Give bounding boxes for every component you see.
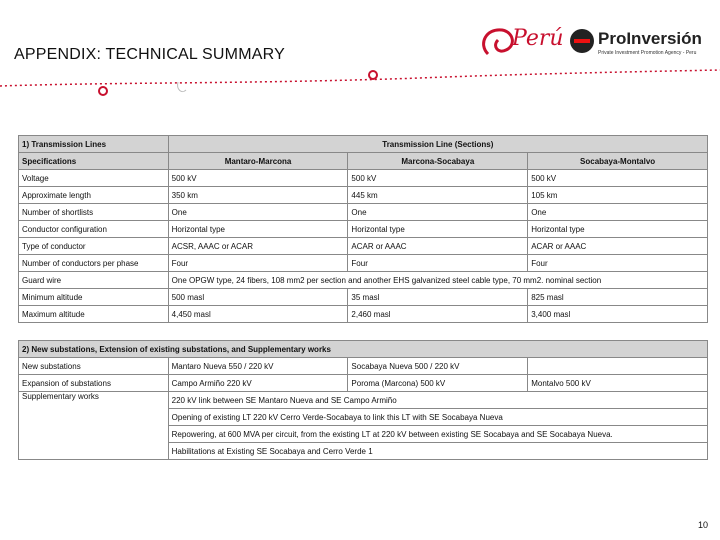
section-header: Marcona-Socabaya — [348, 153, 528, 170]
table-row — [19, 289, 708, 306]
cell: 350 km — [168, 187, 348, 204]
row-label: Guard wire — [19, 272, 169, 289]
cell: Horizontal type — [168, 221, 348, 238]
cell: 500 masl — [168, 289, 348, 306]
cell: ACSR, AAAC or ACAR — [168, 238, 348, 255]
specs-label: Specifications — [19, 153, 169, 170]
row-label: Type of conductor — [19, 238, 169, 255]
cell: One — [528, 204, 708, 221]
page-number: 10 — [697, 520, 708, 530]
cell: Mantaro Nueva 550 / 220 kV — [168, 358, 348, 375]
row-label: Minimum altitude — [19, 289, 169, 306]
cell: One — [168, 204, 348, 221]
row-label: Number of shortlists — [19, 204, 169, 221]
cell: 35 masl — [348, 289, 528, 306]
cell: 2,460 masl — [348, 306, 528, 323]
cell: Four — [348, 255, 528, 272]
supplementary-item: Habilitations at Existing SE Socabaya and Cerro Verde 1 — [168, 443, 707, 460]
section-group-header: Transmission Line (Sections) — [168, 136, 707, 153]
cell: 105 km — [528, 187, 708, 204]
cell: Campo Armiño 220 kV — [168, 375, 348, 392]
row-label: New substations — [19, 358, 169, 375]
proinversion-tagline: Private Investment Promotion Agency - Peru — [598, 50, 697, 56]
cell: 500 kV — [348, 170, 528, 187]
cell: 500 kV — [528, 170, 708, 187]
guard-wire-cell: One OPGW type, 24 fibers, 108 mm2 per section and another EHS galvanized steel cable type, 70 mm2. nominal section — [168, 272, 707, 289]
transmission-lines-table — [18, 135, 708, 323]
table-row — [19, 272, 708, 289]
row-label: Voltage — [19, 170, 169, 187]
row-label: Approximate length — [19, 187, 169, 204]
table-row — [19, 221, 708, 238]
supplementary-item: 220 kV link between SE Mantaro Nueva and SE Campo Armiño — [168, 392, 707, 409]
substations-table — [18, 340, 708, 460]
row-label: Supplementary works — [19, 392, 169, 460]
section-header: Socabaya-Montalvo — [528, 153, 708, 170]
cell — [528, 358, 708, 375]
cell: 500 kV — [168, 170, 348, 187]
supplementary-item: Opening of existing LT 220 kV Cerro Verde-Socabaya to link this LT with SE Socabaya Nueva — [168, 409, 707, 426]
decorative-swirl — [0, 60, 720, 120]
cell: ACAR or AAAC — [528, 238, 708, 255]
table-row — [19, 170, 708, 187]
peru-brand-text: Perú — [512, 26, 564, 51]
cell: Poroma (Marcona) 500 kV — [348, 375, 528, 392]
proinversion-logo-icon — [570, 29, 594, 53]
section-header: Mantaro-Marcona — [168, 153, 348, 170]
section1-heading: 1) Transmission Lines — [19, 136, 169, 153]
cell: 3,400 masl — [528, 306, 708, 323]
row-label: Conductor configuration — [19, 221, 169, 238]
table-row — [19, 358, 708, 375]
cell: Horizontal type — [528, 221, 708, 238]
table-row — [19, 255, 708, 272]
page-title: APPENDIX: TECHNICAL SUMMARY — [14, 46, 285, 63]
table-row — [19, 375, 708, 392]
cell: 4,450 masl — [168, 306, 348, 323]
table-row — [19, 204, 708, 221]
table-row — [19, 238, 708, 255]
row-label: Number of conductors per phase — [19, 255, 169, 272]
cell: ACAR or AAAC — [348, 238, 528, 255]
table-row — [19, 392, 708, 409]
table-row — [19, 187, 708, 204]
row-label: Expansion of substations — [19, 375, 169, 392]
cell: Montalvo 500 kV — [528, 375, 708, 392]
cell: Socabaya Nueva 500 / 220 kV — [348, 358, 528, 375]
cell: Four — [528, 255, 708, 272]
supplementary-item: Repowering, at 600 MVA per circuit, from the existing LT at 220 kV between existing SE Socabaya and SE Socabaya Nueva. — [168, 426, 707, 443]
cell: Horizontal type — [348, 221, 528, 238]
cell: Four — [168, 255, 348, 272]
section2-heading: 2) New substations, Extension of existing substations, and Supplementary works — [19, 341, 708, 358]
cell: 445 km — [348, 187, 528, 204]
cell: 825 masl — [528, 289, 708, 306]
row-label: Maximum altitude — [19, 306, 169, 323]
proinversion-name: ProInversión — [598, 29, 702, 48]
table-row — [19, 306, 708, 323]
cell: One — [348, 204, 528, 221]
